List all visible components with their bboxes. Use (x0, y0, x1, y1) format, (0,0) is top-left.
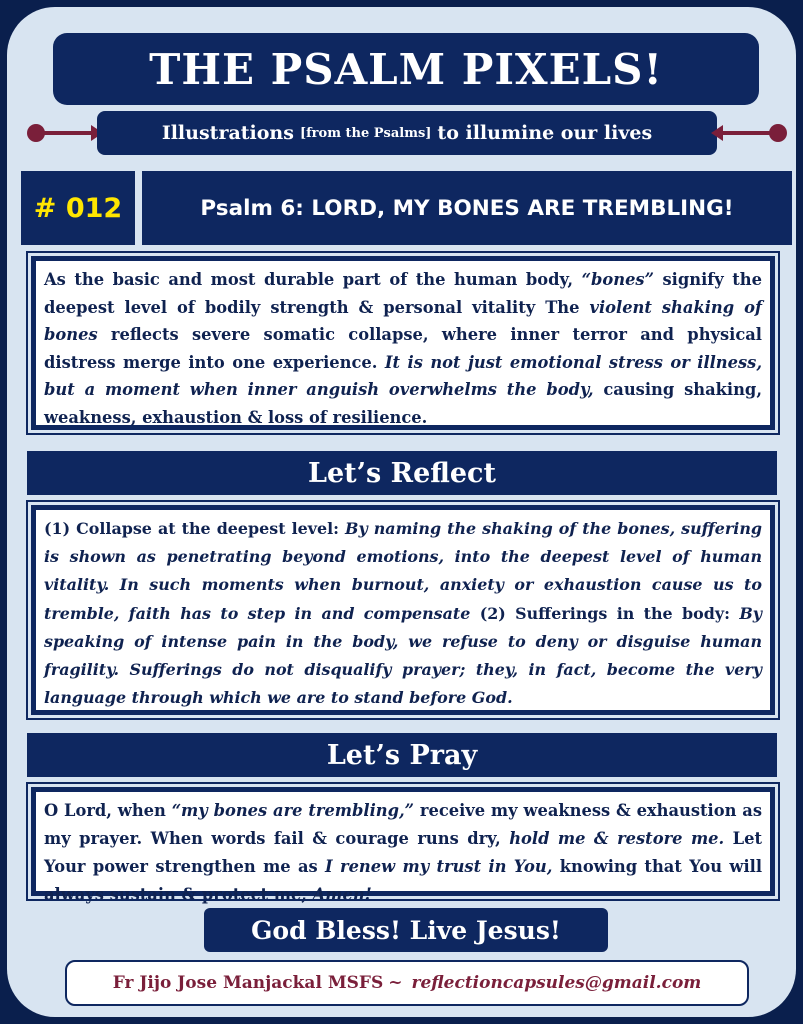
intro-text-2: signify the deepest level of bodily strength & personal vitality The (44, 270, 762, 317)
reflect-emphasis-2: By speaking of intense pain in the body, we refuse to deny or disguise human fragility. Sufferings do not disqualify prayer; they, in fact, become the very language through which we are to stand before God. (44, 603, 762, 708)
connector-dot-right-icon (769, 124, 787, 142)
pray-emphasis-3: I renew my trust in You, (325, 857, 553, 876)
reflect-paragraph (44, 515, 762, 712)
post-number: # 012 (21, 171, 135, 245)
intro-text-3: reflects severe somatic collapse, where inner terror and physical distress merge into one experience. (44, 325, 762, 372)
pray-paragraph (44, 797, 762, 909)
author-email[interactable]: reflectioncapsules@gmail.com (411, 973, 702, 993)
subtitle-banner (97, 111, 717, 155)
pray-text-1: O Lord, when (44, 801, 172, 820)
intro-text-1: As the basic and most durable part of the human body, (44, 270, 582, 289)
intro-box (31, 256, 775, 430)
reflect-box (31, 505, 775, 715)
intro-emphasis-1: “bones” (581, 270, 654, 289)
pray-text-4: knowing that You will always sustain & protect me, (44, 857, 763, 904)
intro-emphasis-2: violent shaking of bones (44, 297, 762, 344)
pray-text-2: receive my weakness & exhaustion as my prayer. When words fail & courage runs dry, (44, 801, 762, 848)
pray-heading: Let’s Pray (27, 733, 777, 777)
intro-emphasis-3: It is not just emotional stress or illness, but a moment when inner anguish overwhelms the body, (44, 352, 763, 399)
reflect-text-1: (1) Collapse at the deepest level: (44, 519, 346, 538)
subtitle-row (27, 111, 787, 155)
pray-text-3: Let Your power strengthen me as (44, 829, 762, 876)
footer-separator: ~ (388, 973, 403, 993)
subtitle-small-text: [from the Psalms] (299, 125, 432, 141)
pray-emphasis-2: hold me & restore me. (509, 829, 725, 848)
reflect-heading: Let’s Reflect (27, 451, 777, 495)
subtitle-text-1: Illustrations (161, 122, 294, 144)
blessing-banner: God Bless! Live Jesus! (204, 908, 608, 952)
pray-emphasis-4: Amen! (312, 885, 372, 904)
intro-paragraph (44, 266, 762, 431)
reflect-emphasis-1: By naming the shaking of the bones, suffering is shown as penetrating beyond emotions, into the deepest level of human vitality. In such moments when burnout, anxiety or exhaustion cause us to tremble, faith has to step in and compensate (44, 519, 762, 623)
intro-text-4: causing shaking, weakness, exhaustion & loss of resilience. (44, 380, 762, 427)
footer-credit (65, 960, 749, 1006)
page-title: THE PSALM PIXELS! (53, 33, 759, 105)
pray-emphasis-1: “my bones are trembling,” (171, 801, 415, 820)
author-name: Fr Jijo Jose Manjackal MSFS (112, 973, 384, 993)
connector-line-left (35, 131, 97, 135)
pray-box (31, 787, 775, 904)
psalm-heading: Psalm 6: LORD, MY BONES ARE TREMBLING! (142, 171, 792, 245)
reflect-text-2: (2) Sufferings in the body: (470, 603, 740, 623)
poster-card (7, 7, 796, 1017)
subtitle-text-2: to illumine our lives (437, 122, 653, 144)
